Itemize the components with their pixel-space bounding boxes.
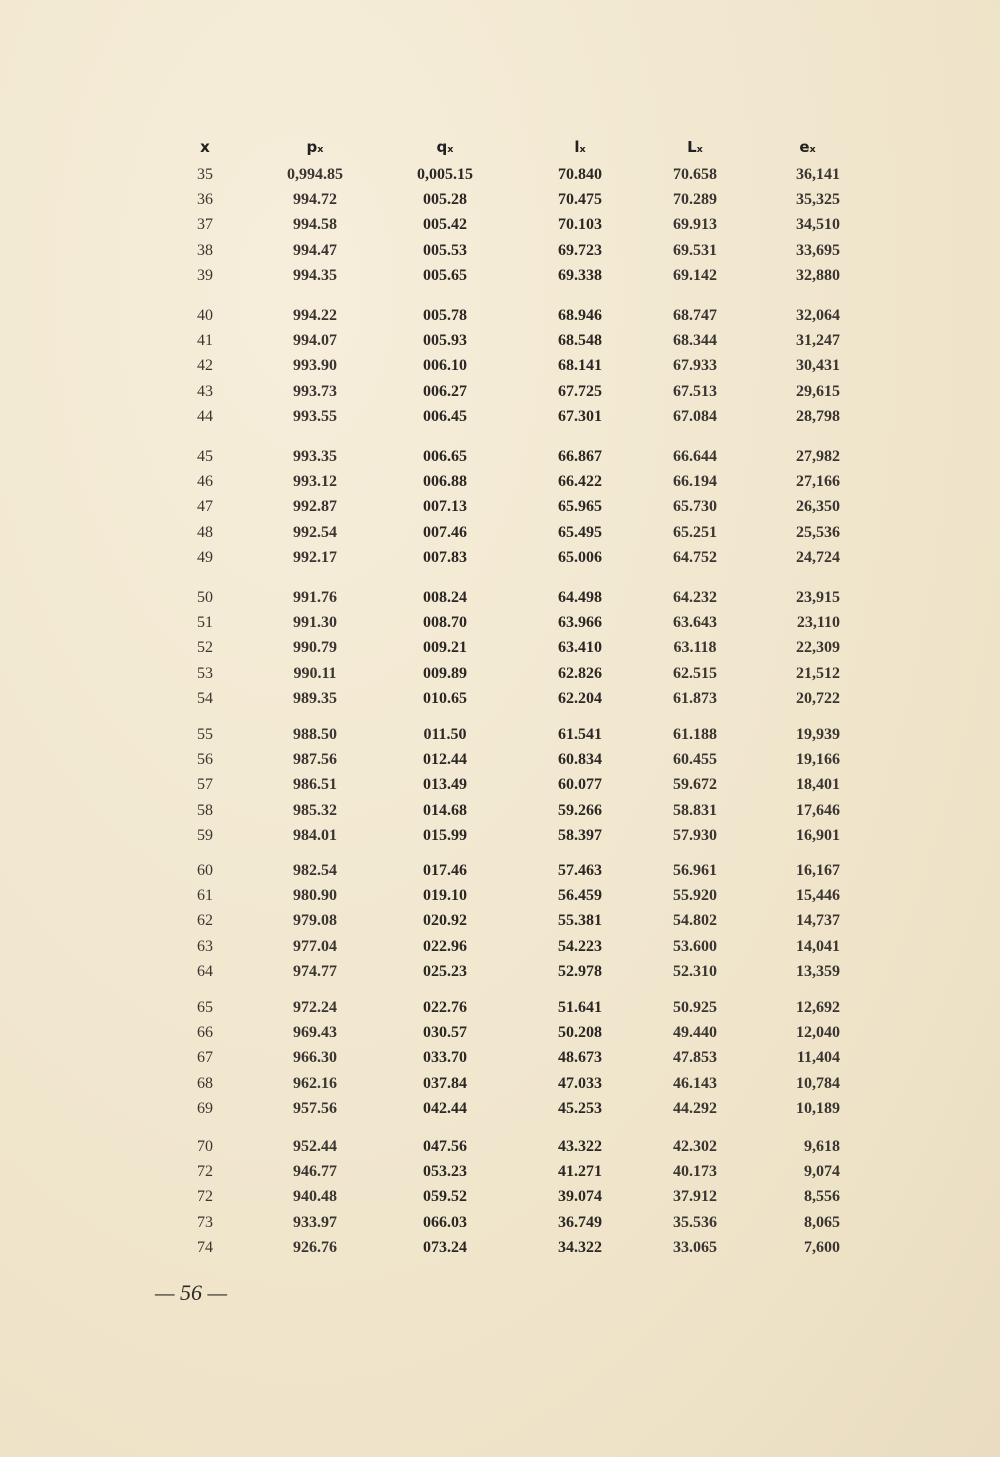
cell-ex: 31,247 [796,332,840,350]
row-group [0,448,1000,574]
cell-ex: 9,618 [804,1138,840,1155]
cell-x: 73 [197,1213,213,1231]
table-row [0,912,1000,937]
cell-qx: 047.56 [423,1138,467,1155]
cell-qx: 011.50 [423,726,467,743]
cell-px: 990.11 [293,664,337,682]
cell-qx: 022.96 [423,937,467,955]
cell-x: 41 [197,332,213,350]
cell-px: 987.56 [293,751,337,769]
cell-lx: 70.103 [558,216,602,234]
cell-px: 957.56 [293,1099,337,1117]
cell-ex: 17,646 [796,801,840,819]
cell-x: 61 [197,887,213,905]
cell-qx: 008.24 [423,589,467,606]
cell-ex: 20,722 [796,689,840,707]
table-row [0,690,1000,715]
cell-Lx: 69.142 [673,266,717,284]
cell-px: 993.35 [293,448,337,465]
cell-ex: 8,065 [804,1213,840,1231]
cell-x: 43 [197,382,213,400]
cell-px: 985.32 [293,801,337,819]
cell-qx: 022.76 [423,999,467,1016]
cell-Lx: 46.143 [673,1074,717,1092]
cell-ex: 34,510 [796,216,840,234]
cell-px: 994.22 [293,307,337,324]
cell-Lx: 61.188 [673,726,717,743]
cell-lx: 47.033 [558,1074,602,1092]
cell-x: 63 [197,937,213,955]
cell-x: 56 [197,751,213,769]
cell-x: 59 [197,826,213,844]
table-row [0,448,1000,473]
cell-ex: 24,724 [796,548,840,566]
table-row [0,307,1000,332]
cell-Lx: 63.118 [673,639,717,657]
cell-px: 984.01 [293,826,337,844]
cell-ex: 28,798 [796,407,840,425]
table-row [0,498,1000,523]
cell-qx: 017.46 [423,862,467,879]
cell-lx: 65.495 [558,523,602,541]
cell-px: 982.54 [293,862,337,879]
cell-qx: 005.93 [423,332,467,350]
table-row [0,1163,1000,1188]
page-number: — 56 — [155,1280,228,1305]
cell-ex: 16,901 [796,826,840,844]
cell-ex: 23,110 [796,614,840,632]
cell-qx: 073.24 [423,1238,467,1256]
cell-x: 44 [197,407,213,425]
cell-px: 940.48 [293,1188,337,1206]
cell-qx: 005.28 [423,191,467,209]
cell-x: 49 [197,548,213,566]
cell-px: 994.72 [293,191,337,209]
cell-x: 64 [197,962,213,980]
cell-lx: 65.965 [558,498,602,516]
cell-ex: 9,074 [804,1163,840,1181]
row-group [0,999,1000,1125]
cell-lx: 63.966 [558,614,602,632]
cell-ex: 8,556 [804,1188,840,1206]
cell-ex: 15,446 [796,887,840,905]
table-row [0,473,1000,498]
cell-qx: 030.57 [423,1024,467,1042]
cell-Lx: 60.455 [673,751,717,769]
header-px: pₓ [306,138,324,156]
cell-x: 50 [197,589,213,606]
cell-lx: 60.077 [558,776,602,794]
table-row [0,1188,1000,1213]
cell-qx: 066.03 [423,1213,467,1231]
cell-qx: 006.45 [423,407,467,425]
cell-x: 58 [197,801,213,819]
cell-x: 51 [197,614,213,632]
table-row [0,549,1000,574]
cell-Lx: 33.065 [673,1238,717,1256]
cell-ex: 26,350 [796,498,840,516]
cell-qx: 037.84 [423,1074,467,1092]
cell-px: 994.58 [293,216,337,234]
cell-x: 67 [197,1049,213,1067]
table-row [0,802,1000,827]
cell-ex: 7,600 [804,1238,840,1256]
cell-lx: 39.074 [558,1188,602,1206]
cell-x: 36 [197,191,213,209]
cell-lx: 65.006 [558,548,602,566]
cell-lx: 62.204 [558,689,602,707]
cell-qx: 006.88 [423,473,467,491]
cell-Lx: 49.440 [673,1024,717,1042]
table-row [0,524,1000,549]
cell-qx: 059.52 [423,1188,467,1206]
table-row [0,938,1000,963]
cell-px: 991.76 [293,589,337,606]
cell-x: 42 [197,357,213,375]
table-row [0,751,1000,776]
cell-qx: 033.70 [423,1049,467,1067]
cell-qx: 042.44 [423,1099,467,1117]
cell-Lx: 37.912 [673,1188,717,1206]
cell-ex: 19,939 [796,726,840,743]
cell-px: 979.08 [293,912,337,930]
cell-px: 0,994.85 [287,166,343,183]
cell-ex: 10,784 [796,1074,840,1092]
cell-lx: 36.749 [558,1213,602,1231]
cell-qx: 007.13 [423,498,467,516]
cell-ex: 22,309 [796,639,840,657]
table-row [0,267,1000,292]
cell-lx: 63.410 [558,639,602,657]
cell-px: 980.90 [293,887,337,905]
cell-x: 68 [197,1074,213,1092]
cell-Lx: 70.289 [673,191,717,209]
cell-ex: 27,982 [796,448,840,465]
cell-px: 994.07 [293,332,337,350]
cell-ex: 13,359 [796,962,840,980]
row-group [0,862,1000,988]
table-row [0,776,1000,801]
cell-lx: 67.725 [558,382,602,400]
cell-lx: 34.322 [558,1238,602,1256]
cell-qx: 025.23 [423,962,467,980]
table-row [0,639,1000,664]
cell-x: 72 [197,1188,213,1206]
header-lx: lₓ [574,138,586,156]
cell-ex: 10,189 [796,1099,840,1117]
cell-lx: 43.322 [558,1138,602,1155]
cell-ex: 29,615 [796,382,840,400]
header-x: x [200,138,210,156]
table-row [0,614,1000,639]
cell-Lx: 66.194 [673,473,717,491]
row-group [0,589,1000,715]
cell-x: 60 [197,862,213,879]
cell-ex: 12,040 [796,1024,840,1042]
cell-qx: 008.70 [423,614,467,632]
cell-Lx: 66.644 [673,448,717,465]
cell-px: 946.77 [293,1163,337,1181]
cell-qx: 010.65 [423,689,467,707]
cell-lx: 69.338 [558,266,602,284]
cell-Lx: 69.913 [673,216,717,234]
cell-lx: 66.422 [558,473,602,491]
cell-lx: 52.978 [558,962,602,980]
table-row [0,665,1000,690]
cell-Lx: 57.930 [673,826,717,844]
cell-qx: 019.10 [423,887,467,905]
cell-ex: 11,404 [796,1049,840,1067]
cell-px: 993.55 [293,407,337,425]
cell-x: 54 [197,689,213,707]
cell-Lx: 56.961 [673,862,717,879]
cell-px: 993.12 [293,473,337,491]
cell-px: 966.30 [293,1049,337,1067]
cell-Lx: 65.730 [673,498,717,516]
cell-Lx: 67.933 [673,357,717,375]
header-qx: qₓ [436,138,454,156]
cell-px: 991.30 [293,614,337,632]
cell-qx: 006.27 [423,382,467,400]
cell-x: 37 [197,216,213,234]
cell-px: 993.73 [293,382,337,400]
table-header [0,138,1000,162]
table-row [0,726,1000,751]
cell-px: 992.17 [293,548,337,566]
cell-Lx: 65.251 [673,523,717,541]
cell-qx: 020.92 [423,912,467,930]
cell-px: 994.47 [293,241,337,259]
cell-lx: 59.266 [558,801,602,819]
cell-lx: 67.301 [558,407,602,425]
table-row [0,1239,1000,1264]
cell-lx: 64.498 [558,589,602,606]
cell-lx: 60.834 [558,751,602,769]
cell-x: 66 [197,1024,213,1042]
row-group [0,166,1000,292]
cell-x: 35 [197,166,213,183]
cell-Lx: 47.853 [673,1049,717,1067]
cell-Lx: 54.802 [673,912,717,930]
cell-lx: 68.548 [558,332,602,350]
cell-x: 47 [197,498,213,516]
cell-x: 57 [197,776,213,794]
cell-Lx: 42.302 [673,1138,717,1155]
cell-px: 988.50 [293,726,337,743]
table-row [0,1024,1000,1049]
cell-ex: 25,536 [796,523,840,541]
cell-ex: 21,512 [796,664,840,682]
cell-qx: 007.83 [423,548,467,566]
table-row [0,1100,1000,1125]
cell-Lx: 68.747 [673,307,717,324]
cell-qx: 015.99 [423,826,467,844]
cell-ex: 14,041 [796,937,840,955]
table-row [0,862,1000,887]
cell-ex: 12,692 [796,999,840,1016]
table-row [0,332,1000,357]
cell-ex: 19,166 [796,751,840,769]
table-row [0,408,1000,433]
table-row [0,589,1000,614]
cell-qx: 005.78 [423,307,467,324]
cell-px: 962.16 [293,1074,337,1092]
header-Lx: Lₓ [687,138,703,156]
cell-Lx: 50.925 [673,999,717,1016]
table-row [0,216,1000,241]
cell-Lx: 70.658 [673,166,717,183]
cell-Lx: 35.536 [673,1213,717,1231]
cell-px: 952.44 [293,1138,337,1155]
cell-px: 926.76 [293,1238,337,1256]
cell-lx: 56.459 [558,887,602,905]
cell-ex: 35,325 [796,191,840,209]
cell-Lx: 61.873 [673,689,717,707]
cell-x: 53 [197,664,213,682]
cell-qx: 005.65 [423,266,467,284]
cell-px: 972.24 [293,999,337,1016]
cell-px: 992.54 [293,523,337,541]
cell-lx: 69.723 [558,241,602,259]
cell-px: 974.77 [293,962,337,980]
cell-lx: 66.867 [558,448,602,465]
cell-x: 69 [197,1099,213,1117]
cell-lx: 41.271 [558,1163,602,1181]
header-ex: eₓ [799,138,816,156]
cell-ex: 16,167 [796,862,840,879]
cell-lx: 61.541 [558,726,602,743]
cell-Lx: 67.513 [673,382,717,400]
cell-lx: 54.223 [558,937,602,955]
cell-ex: 14,737 [796,912,840,930]
cell-x: 65 [197,999,213,1016]
cell-px: 933.97 [293,1213,337,1231]
table-row [0,242,1000,267]
cell-Lx: 52.310 [673,962,717,980]
cell-Lx: 68.344 [673,332,717,350]
table-row [0,827,1000,852]
cell-qx: 006.65 [423,448,467,465]
cell-x: 40 [197,307,213,324]
table-row [0,1214,1000,1239]
cell-x: 70 [197,1138,213,1155]
cell-Lx: 44.292 [673,1099,717,1117]
cell-Lx: 63.643 [673,614,717,632]
cell-qx: 053.23 [423,1163,467,1181]
cell-x: 45 [197,448,213,465]
cell-lx: 68.946 [558,307,602,324]
cell-lx: 55.381 [558,912,602,930]
cell-Lx: 53.600 [673,937,717,955]
cell-ex: 36,141 [796,166,840,183]
cell-px: 990.79 [293,639,337,657]
cell-lx: 57.463 [558,862,602,879]
cell-px: 994.35 [293,266,337,284]
cell-lx: 62.826 [558,664,602,682]
cell-px: 989.35 [293,689,337,707]
cell-Lx: 58.831 [673,801,717,819]
table-row [0,887,1000,912]
cell-x: 46 [197,473,213,491]
cell-lx: 68.141 [558,357,602,375]
cell-x: 55 [197,726,213,743]
cell-px: 993.90 [293,357,337,375]
cell-Lx: 55.920 [673,887,717,905]
cell-qx: 012.44 [423,751,467,769]
cell-x: 74 [197,1238,213,1256]
table-row [0,1075,1000,1100]
cell-ex: 30,431 [796,357,840,375]
cell-lx: 48.673 [558,1049,602,1067]
cell-ex: 18,401 [796,776,840,794]
table-row [0,357,1000,382]
cell-qx: 013.49 [423,776,467,794]
cell-Lx: 62.515 [673,664,717,682]
cell-x: 48 [197,523,213,541]
cell-Lx: 67.084 [673,407,717,425]
cell-x: 38 [197,241,213,259]
cell-ex: 27,166 [796,473,840,491]
table-row [0,191,1000,216]
cell-x: 72 [197,1163,213,1181]
cell-qx: 005.53 [423,241,467,259]
cell-qx: 007.46 [423,523,467,541]
cell-ex: 32,880 [796,266,840,284]
cell-qx: 006.10 [423,357,467,375]
cell-qx: 014.68 [423,801,467,819]
table-row [0,999,1000,1024]
cell-Lx: 59.672 [673,776,717,794]
cell-px: 977.04 [293,937,337,955]
cell-qx: 0,005.15 [417,166,473,183]
cell-x: 62 [197,912,213,930]
cell-px: 986.51 [293,776,337,794]
cell-lx: 70.475 [558,191,602,209]
row-group [0,726,1000,852]
table-row [0,1138,1000,1163]
cell-qx: 009.89 [423,664,467,682]
cell-Lx: 40.173 [673,1163,717,1181]
cell-qx: 005.42 [423,216,467,234]
table-row [0,1049,1000,1074]
cell-ex: 23,915 [796,589,840,606]
cell-lx: 50.208 [558,1024,602,1042]
cell-lx: 51.641 [558,999,602,1016]
table-row [0,383,1000,408]
table-row [0,166,1000,191]
cell-x: 52 [197,639,213,657]
cell-lx: 70.840 [558,166,602,183]
cell-ex: 32,064 [796,307,840,324]
cell-Lx: 69.531 [673,241,717,259]
cell-px: 992.87 [293,498,337,516]
table-row [0,963,1000,988]
cell-lx: 45.253 [558,1099,602,1117]
cell-ex: 33,695 [796,241,840,259]
row-group [0,307,1000,433]
cell-x: 39 [197,266,213,284]
cell-px: 969.43 [293,1024,337,1042]
cell-qx: 009.21 [423,639,467,657]
cell-lx: 58.397 [558,826,602,844]
row-group [0,1138,1000,1264]
cell-Lx: 64.232 [673,589,717,606]
cell-Lx: 64.752 [673,548,717,566]
